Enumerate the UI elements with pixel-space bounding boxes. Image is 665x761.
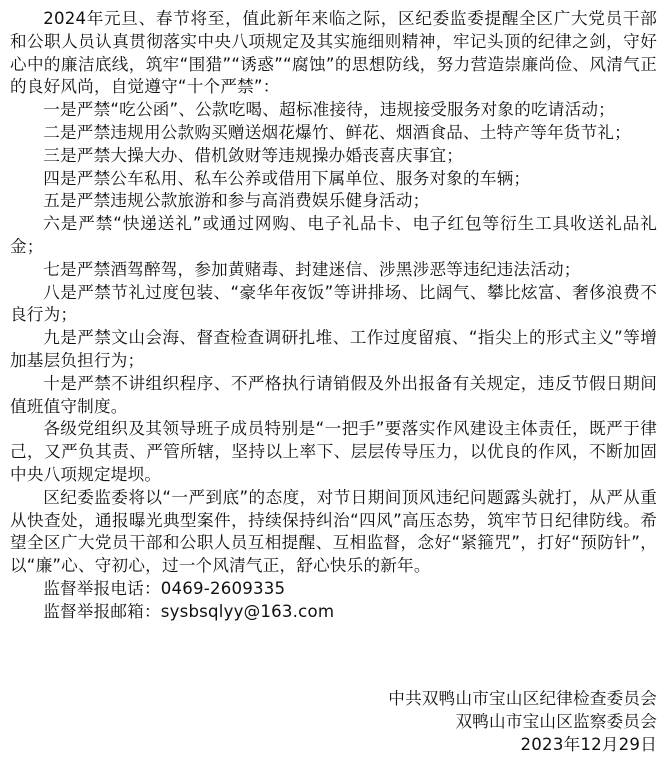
report-phone: 监督举报电话：0469-2609335: [43, 578, 286, 598]
signature-block: [388, 688, 657, 756]
prohibition-item-3: 三是严禁大操大办、借机敛财等违规操办婚丧喜庆事宜；: [43, 145, 464, 165]
responsibility-paragraph: 各级党组织及其领导班子成员特别是“一把手”要落实作风建设主体责任，既严于律己，又严负其责、严管所辖，坚持以上率下、层层传导压力，以优良的作风，不断加固中央八项规定堤坝。: [10, 419, 657, 484]
prohibition-item-7: 七是严禁酒驾醉驾，参加黄赌毒、封建迷信、涉黑涉恶等违纪违法活动；: [43, 259, 581, 279]
prohibition-item-10: 十是严禁不讲组织程序、不严格执行请销假及外出报备有关规定，违反节假日期间值班值守制度。: [10, 373, 657, 416]
report-email: 监督举报邮箱：sysbsqlyy@163.com: [43, 601, 335, 621]
intro-paragraph: 2024年元旦、春节将至，值此新年来临之际，区纪委监委提醒全区广大党员干部和公职人员认真贯彻落实中央八项规定及其实施细则精神，牢记头顶的纪律之剑，守好心中的廉洁底线，筑牢“围猎”“诱惑”“腐蚀”的思想防线，努力营造崇廉尚俭、风清气正的良好风尚，自觉遵守“十个严禁”：: [10, 9, 657, 97]
signature-date: 2023年12月29日: [520, 734, 657, 754]
prohibition-item-2: 二是严禁违规用公款购买赠送烟花爆竹、鲜花、烟酒食品、土特产等年货节礼；: [43, 122, 631, 142]
prohibition-item-6: 六是严禁“快递送礼”或通过网购、电子礼品卡、电子红包等衍生工具收送礼品礼金；: [10, 214, 657, 256]
prohibition-item-5: 五是严禁违规公款旅游和参与高消费娱乐健身活动；: [43, 191, 430, 211]
enforcement-paragraph: 区纪委监委将以“一严到底”的态度，对节日期间顶风违纪问题露头就打，从严从重从快查处，通报曝光典型案件，持续保持纠治“四风”高压态势，筑牢节日纪律防线。希望全区广大党员干部和公职人员互相提醒、互相监督，念好“紧箍咒”，打好“预防针”，以“廉”心、守初心，过一个风清气正，舒心快乐的新年。: [10, 487, 657, 576]
prohibition-item-4: 四是严禁公车私用、私车公养或借用下属单位、服务对象的车辆；: [43, 168, 531, 188]
signature-org-discipline: 中共双鸭山市宝山区纪律检查委员会: [388, 689, 657, 708]
signature-org-supervision: 双鸭山市宝山区监察委员会: [455, 711, 657, 731]
prohibition-item-1: 一是严禁“吃公函”、公款吃喝、超标准接待，违规接受服务对象的吃请活动；: [43, 100, 615, 120]
prohibition-item-8: 八是严禁节礼过度包装、“豪华年夜饭”等讲排场、比阔气、攀比炫富、奢侈浪费不良行为；: [10, 282, 657, 325]
prohibition-item-9: 九是严禁文山会海、督查检查调研扎堆、工作过度留痕、“指尖上的形式主义”等增加基层负担行为；: [10, 328, 657, 370]
notice-body: [10, 8, 657, 624]
